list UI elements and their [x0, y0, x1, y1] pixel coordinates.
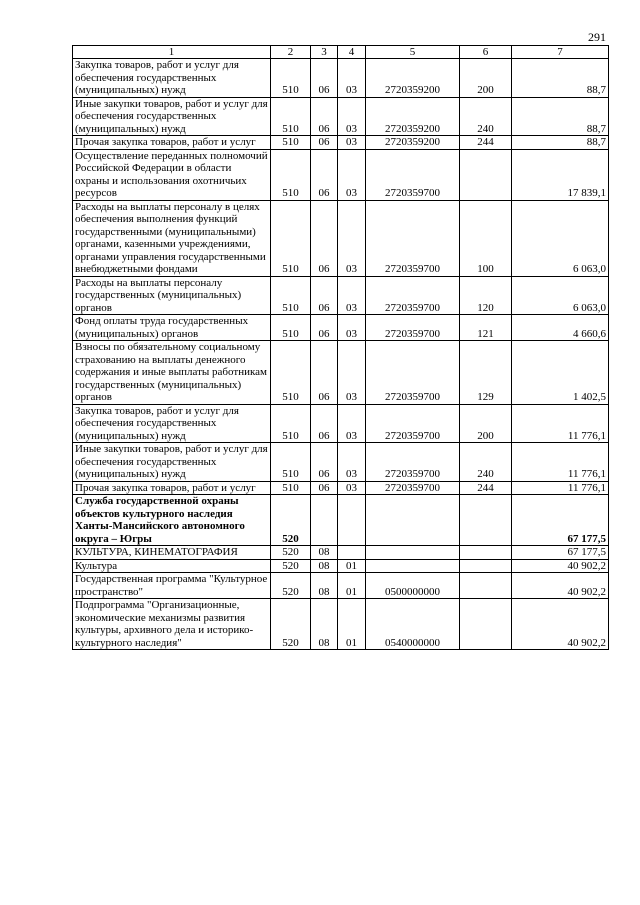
- table-row: [73, 276, 609, 315]
- section-code: 06: [311, 200, 338, 276]
- subsection-code: 01: [338, 573, 366, 599]
- table-row: [73, 136, 609, 150]
- target-code: 2720359200: [366, 136, 460, 150]
- admin-code: 510: [271, 136, 311, 150]
- table-row: [73, 97, 609, 136]
- table-row: [73, 495, 609, 546]
- admin-code: 510: [271, 200, 311, 276]
- column-header: 6: [460, 46, 512, 59]
- expense-type-code: 200: [460, 59, 512, 98]
- expense-name: Государственная программа "Культурное пространство": [73, 573, 271, 599]
- column-header: 7: [512, 46, 609, 59]
- section-code: 06: [311, 276, 338, 315]
- section-code: 06: [311, 481, 338, 495]
- subsection-code: 03: [338, 97, 366, 136]
- expense-name: Прочая закупка товаров, работ и услуг: [73, 136, 271, 150]
- expense-name: Фонд оплаты труда государственных (муниципальных) органов: [73, 315, 271, 341]
- admin-code: 510: [271, 315, 311, 341]
- admin-code: 510: [271, 404, 311, 443]
- expense-type-code: 129: [460, 341, 512, 405]
- column-header: 3: [311, 46, 338, 59]
- expense-name: Культура: [73, 559, 271, 573]
- column-header: 1: [73, 46, 271, 59]
- subsection-code: 03: [338, 59, 366, 98]
- expense-name: Иные закупки товаров, работ и услуг для обеспечения государственных (муниципальных) нужд: [73, 97, 271, 136]
- expense-name: КУЛЬТУРА, КИНЕМАТОГРАФИЯ: [73, 546, 271, 560]
- amount: 67 177,5: [512, 546, 609, 560]
- page-number: 291: [588, 30, 606, 44]
- target-code: 0500000000: [366, 573, 460, 599]
- section-code: 06: [311, 97, 338, 136]
- amount: 4 660,6: [512, 315, 609, 341]
- expense-type-code: [460, 546, 512, 560]
- admin-code: 520: [271, 546, 311, 560]
- target-code: 2720359700: [366, 149, 460, 200]
- target-code: 2720359700: [366, 443, 460, 482]
- subsection-code: 03: [338, 276, 366, 315]
- amount: 67 177,5: [512, 495, 609, 546]
- target-code: 2720359200: [366, 97, 460, 136]
- expense-name: Закупка товаров, работ и услуг для обеспечения государственных (муниципальных) нужд: [73, 404, 271, 443]
- target-code: 2720359700: [366, 341, 460, 405]
- amount: 6 063,0: [512, 200, 609, 276]
- expense-type-code: 244: [460, 136, 512, 150]
- target-code: 2720359700: [366, 404, 460, 443]
- table-row: [73, 573, 609, 599]
- subsection-code: [338, 546, 366, 560]
- column-header: 5: [366, 46, 460, 59]
- target-code: [366, 559, 460, 573]
- expense-name: Прочая закупка товаров, работ и услуг: [73, 481, 271, 495]
- admin-code: 520: [271, 495, 311, 546]
- amount: 11 776,1: [512, 443, 609, 482]
- admin-code: 510: [271, 276, 311, 315]
- amount: 88,7: [512, 136, 609, 150]
- amount: 40 902,2: [512, 599, 609, 650]
- expense-type-code: 200: [460, 404, 512, 443]
- section-code: 08: [311, 599, 338, 650]
- subsection-code: [338, 495, 366, 546]
- amount: 11 776,1: [512, 481, 609, 495]
- subsection-code: 01: [338, 599, 366, 650]
- column-header: 4: [338, 46, 366, 59]
- amount: 1 402,5: [512, 341, 609, 405]
- admin-code: 510: [271, 149, 311, 200]
- expense-type-code: [460, 599, 512, 650]
- section-code: 06: [311, 149, 338, 200]
- expense-name: Иные закупки товаров, работ и услуг для обеспечения государственных (муниципальных) нужд: [73, 443, 271, 482]
- expense-name: Служба государственной охраны объектов культурного наследия Ханты-Мансийского автономного округа – Югры: [73, 495, 271, 546]
- expense-type-code: 240: [460, 97, 512, 136]
- amount: 40 902,2: [512, 573, 609, 599]
- target-code: 0540000000: [366, 599, 460, 650]
- table-row: [73, 481, 609, 495]
- section-code: 06: [311, 315, 338, 341]
- admin-code: 520: [271, 573, 311, 599]
- expense-name: Взносы по обязательному социальному страхованию на выплаты денежного содержания и иные выплаты работникам государственных (муниципальных) органов: [73, 341, 271, 405]
- section-code: 08: [311, 559, 338, 573]
- expense-type-code: 240: [460, 443, 512, 482]
- table-row: [73, 341, 609, 405]
- expense-type-code: [460, 573, 512, 599]
- amount: 11 776,1: [512, 404, 609, 443]
- expense-type-code: [460, 149, 512, 200]
- table-row: [73, 404, 609, 443]
- expense-type-code: [460, 559, 512, 573]
- subsection-code: 01: [338, 559, 366, 573]
- header-row: [73, 46, 609, 59]
- section-code: 06: [311, 443, 338, 482]
- target-code: 2720359700: [366, 276, 460, 315]
- target-code: [366, 495, 460, 546]
- table-row: [73, 315, 609, 341]
- subsection-code: 03: [338, 200, 366, 276]
- amount: 40 902,2: [512, 559, 609, 573]
- subsection-code: 03: [338, 481, 366, 495]
- table-row: [73, 443, 609, 482]
- subsection-code: 03: [338, 149, 366, 200]
- expense-name: Расходы на выплаты персоналу в целях обеспечения выполнения функций государственными (муниципальными) органами, казенными учреждениями, органами управления государственными внебюджетными фондами: [73, 200, 271, 276]
- expense-name: Расходы на выплаты персоналу государственных (муниципальных) органов: [73, 276, 271, 315]
- admin-code: 510: [271, 97, 311, 136]
- subsection-code: 03: [338, 341, 366, 405]
- admin-code: 510: [271, 443, 311, 482]
- target-code: 2720359700: [366, 481, 460, 495]
- expense-type-code: 120: [460, 276, 512, 315]
- expense-name: Закупка товаров, работ и услуг для обеспечения государственных (муниципальных) нужд: [73, 59, 271, 98]
- admin-code: 510: [271, 481, 311, 495]
- subsection-code: 03: [338, 315, 366, 341]
- expense-type-code: [460, 495, 512, 546]
- amount: 88,7: [512, 97, 609, 136]
- table-row: [73, 149, 609, 200]
- section-code: 08: [311, 546, 338, 560]
- admin-code: 520: [271, 559, 311, 573]
- table-row: [73, 200, 609, 276]
- budget-table: [72, 45, 609, 650]
- expense-type-code: 244: [460, 481, 512, 495]
- table-row: [73, 559, 609, 573]
- expense-type-code: 121: [460, 315, 512, 341]
- subsection-code: 03: [338, 404, 366, 443]
- table-row: [73, 599, 609, 650]
- amount: 88,7: [512, 59, 609, 98]
- section-code: 08: [311, 573, 338, 599]
- subsection-code: 03: [338, 443, 366, 482]
- section-code: 06: [311, 341, 338, 405]
- expense-type-code: 100: [460, 200, 512, 276]
- expense-name: Подпрограмма "Организационные, экономические механизмы развития культуры, архивного дела и историко-культурного наследия": [73, 599, 271, 650]
- column-header: 2: [271, 46, 311, 59]
- admin-code: 520: [271, 599, 311, 650]
- table-row: [73, 546, 609, 560]
- amount: 17 839,1: [512, 149, 609, 200]
- section-code: 06: [311, 59, 338, 98]
- target-code: 2720359700: [366, 200, 460, 276]
- table-row: [73, 59, 609, 98]
- target-code: 2720359700: [366, 315, 460, 341]
- section-code: [311, 495, 338, 546]
- expense-name: Осуществление переданных полномочий Российской Федерации в области охраны и использования охотничьих ресурсов: [73, 149, 271, 200]
- admin-code: 510: [271, 341, 311, 405]
- section-code: 06: [311, 404, 338, 443]
- target-code: 2720359200: [366, 59, 460, 98]
- section-code: 06: [311, 136, 338, 150]
- amount: 6 063,0: [512, 276, 609, 315]
- subsection-code: 03: [338, 136, 366, 150]
- admin-code: 510: [271, 59, 311, 98]
- target-code: [366, 546, 460, 560]
